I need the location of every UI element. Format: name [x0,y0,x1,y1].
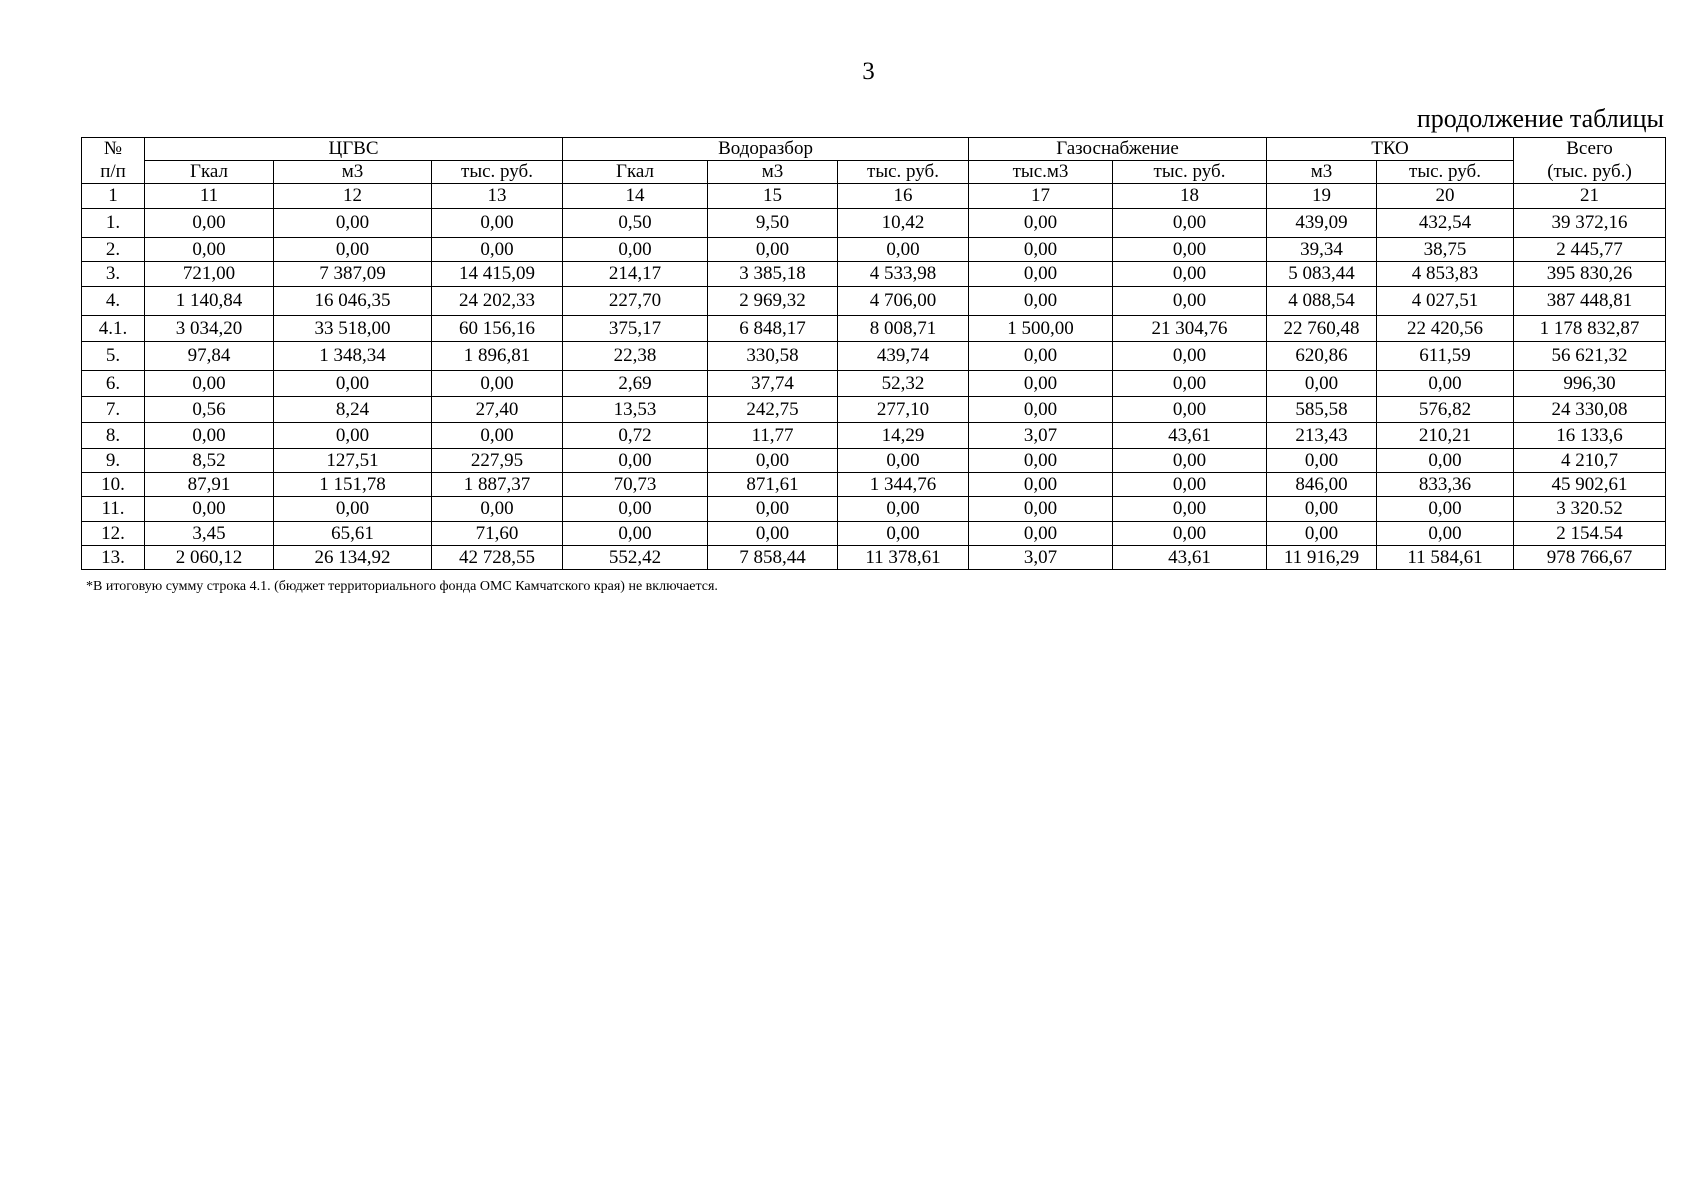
row-number-cell: 13. [82,546,145,570]
table-cell: 1 348,34 [274,342,432,371]
table-cell: 4 027,51 [1377,287,1514,316]
table-cell: 3 320.52 [1514,497,1666,522]
table-cell: 52,32 [838,371,969,397]
table-cell: 0,00 [969,262,1113,287]
table-cell: 0,00 [274,238,432,262]
table-cell: 0,00 [969,342,1113,371]
table-cell: 8,24 [274,397,432,423]
table-cell: 11 378,61 [838,546,969,570]
column-number: 15 [708,184,838,209]
table-cell: 8 008,71 [838,316,969,342]
table-cell: 395 830,26 [1514,262,1666,287]
table-cell: 4 706,00 [838,287,969,316]
table-cell: 0,00 [563,497,708,522]
table-cell: 0,00 [1113,473,1267,497]
table-cell: 432,54 [1377,209,1514,238]
table-cell: 0,00 [708,238,838,262]
table-cell: 0,56 [145,397,274,423]
table-cell: 0,00 [1113,238,1267,262]
header-group-gas: Газоснабжение [969,138,1267,161]
table-cell: 13,53 [563,397,708,423]
table-cell: 70,73 [563,473,708,497]
row-number-cell: 9. [82,449,145,473]
header-unit: м3 [274,161,432,184]
table-cell: 0,00 [969,287,1113,316]
table-cell: 2 445,77 [1514,238,1666,262]
table-cell: 0,00 [145,209,274,238]
row-number-cell: 11. [82,497,145,522]
table-cell: 3 034,20 [145,316,274,342]
table-cell: 22 420,56 [1377,316,1514,342]
table-cell: 6 848,17 [708,316,838,342]
table-row [82,397,1666,423]
table-cell: 611,59 [1377,342,1514,371]
table-cell: 0,00 [1113,287,1267,316]
table-cell: 5 083,44 [1267,262,1377,287]
table-cell: 2 154.54 [1514,522,1666,546]
table-cell: 2 969,32 [708,287,838,316]
table-cell: 8,52 [145,449,274,473]
table-cell: 0,00 [1113,209,1267,238]
table-cell: 33 518,00 [274,316,432,342]
table-cell: 0,00 [708,522,838,546]
table-cell: 16 046,35 [274,287,432,316]
column-number: 20 [1377,184,1514,209]
table-cell: 0,00 [563,522,708,546]
table-cell: 978 766,67 [1514,546,1666,570]
table-cell: 0,00 [1113,262,1267,287]
table-cell: 0,00 [1113,397,1267,423]
table-cell: 0,00 [708,449,838,473]
table-cell: 87,91 [145,473,274,497]
table-cell: 0,00 [969,371,1113,397]
header-group-tko: ТКО [1267,138,1514,161]
table-cell: 127,51 [274,449,432,473]
table-cell: 0,00 [838,238,969,262]
header-group-vodorazbor: Водоразбор [563,138,969,161]
header-unit: тыс. руб. [838,161,969,184]
header-unit: Гкал [145,161,274,184]
table-cell: 277,10 [838,397,969,423]
row-number-cell: 10. [82,473,145,497]
table-row [82,287,1666,316]
table-cell: 0,00 [432,371,563,397]
table-cell: 0,00 [1267,497,1377,522]
column-number: 14 [563,184,708,209]
table-cell: 0,00 [969,397,1113,423]
table-cell: 0,00 [969,238,1113,262]
table-row [82,522,1666,546]
table-cell: 0,00 [1377,497,1514,522]
table-row [82,238,1666,262]
header-unit: тыс. руб. [1113,161,1267,184]
table-cell: 0,00 [1267,449,1377,473]
table-cell: 26 134,92 [274,546,432,570]
table-cell: 0,00 [274,423,432,449]
table-cell: 2 060,12 [145,546,274,570]
row-number-cell: 3. [82,262,145,287]
table-cell: 210,21 [1377,423,1514,449]
table-cell: 0,00 [838,497,969,522]
table-cell: 0,00 [969,473,1113,497]
table-cell: 0,00 [969,449,1113,473]
table-cell: 439,74 [838,342,969,371]
table-cell: 1 896,81 [432,342,563,371]
table-cell: 0,00 [969,209,1113,238]
table-cell: 846,00 [1267,473,1377,497]
table-cell: 4 853,83 [1377,262,1514,287]
table-cell: 227,95 [432,449,563,473]
table-cell: 97,84 [145,342,274,371]
table-cell: 439,09 [1267,209,1377,238]
table-cell: 0,00 [1113,497,1267,522]
table-cell: 0,00 [274,497,432,522]
table-cell: 0,00 [145,423,274,449]
table-cell: 721,00 [145,262,274,287]
table-row [82,371,1666,397]
header-unit: Гкал [563,161,708,184]
table-cell: 0,00 [1377,522,1514,546]
table-cell: 0,00 [563,449,708,473]
header-unit: м3 [708,161,838,184]
table-cell: 4 533,98 [838,262,969,287]
table-cell: 0,50 [563,209,708,238]
table-row [82,342,1666,371]
row-number-cell: 6. [82,371,145,397]
table-cell: 1 178 832,87 [1514,316,1666,342]
table-cell: 1 500,00 [969,316,1113,342]
table-cell: 0,00 [274,371,432,397]
header-unit-row [82,161,1666,184]
header-total-bottom: (тыс. руб.) [1514,161,1666,184]
row-number-cell: 4. [82,287,145,316]
table-cell: 27,40 [432,397,563,423]
column-number: 13 [432,184,563,209]
table-cell: 0,00 [432,209,563,238]
table-cell: 11,77 [708,423,838,449]
table-cell: 0,00 [1113,522,1267,546]
table-cell: 0,00 [1113,371,1267,397]
table-cell: 0,00 [145,371,274,397]
table-cell: 2,69 [563,371,708,397]
header-unit: тыс. руб. [1377,161,1514,184]
header-group-row [82,138,1666,161]
table-row [82,423,1666,449]
row-number-cell: 8. [82,423,145,449]
column-number: 1 [82,184,145,209]
row-number-cell: 12. [82,522,145,546]
table-cell: 0,00 [145,497,274,522]
table-cell: 576,82 [1377,397,1514,423]
header-number-bottom: п/п [82,161,145,184]
column-number: 19 [1267,184,1377,209]
page-number: 3 [862,58,875,85]
table-cell: 11 916,29 [1267,546,1377,570]
table-cell: 65,61 [274,522,432,546]
header-total-top: Всего [1514,138,1666,161]
table-cell: 9,50 [708,209,838,238]
table-cell: 0,00 [432,423,563,449]
column-number: 21 [1514,184,1666,209]
table-cell: 22,38 [563,342,708,371]
column-number: 11 [145,184,274,209]
table-cell: 0,00 [1267,371,1377,397]
column-number: 17 [969,184,1113,209]
table-cell: 56 621,32 [1514,342,1666,371]
table-cell: 0,72 [563,423,708,449]
table-cell: 11 584,61 [1377,546,1514,570]
table-cell: 3,45 [145,522,274,546]
table-cell: 21 304,76 [1113,316,1267,342]
column-number-row [82,184,1666,209]
table-cell: 227,70 [563,287,708,316]
row-number-cell: 1. [82,209,145,238]
data-table [81,137,1666,570]
table-cell: 7 858,44 [708,546,838,570]
table-cell: 37,74 [708,371,838,397]
table-cell: 3,07 [969,423,1113,449]
header-number-top: № [82,138,145,161]
table-cell: 4 088,54 [1267,287,1377,316]
table-cell: 1 140,84 [145,287,274,316]
table-cell: 0,00 [708,497,838,522]
column-number: 18 [1113,184,1267,209]
table-cell: 0,00 [969,497,1113,522]
table-cell: 0,00 [1113,449,1267,473]
table-cell: 10,42 [838,209,969,238]
table-cell: 0,00 [1377,449,1514,473]
table-cell: 0,00 [838,449,969,473]
row-number-cell: 4.1. [82,316,145,342]
table-cell: 43,61 [1113,423,1267,449]
table-cell: 871,61 [708,473,838,497]
table-cell: 0,00 [1267,522,1377,546]
table-cell: 45 902,61 [1514,473,1666,497]
table-cell: 24 202,33 [432,287,563,316]
table-cell: 4 210,7 [1514,449,1666,473]
table-cell: 330,58 [708,342,838,371]
table-row [82,316,1666,342]
table-cell: 39 372,16 [1514,209,1666,238]
table-cell: 24 330,08 [1514,397,1666,423]
table-cell: 0,00 [274,209,432,238]
table-cell: 3 385,18 [708,262,838,287]
table-cell: 0,00 [432,238,563,262]
table-cell: 1 151,78 [274,473,432,497]
table-cell: 7 387,09 [274,262,432,287]
table-cell: 71,60 [432,522,563,546]
table-row [82,497,1666,522]
table-cell: 60 156,16 [432,316,563,342]
table-cell: 375,17 [563,316,708,342]
column-number: 16 [838,184,969,209]
table-cell: 42 728,55 [432,546,563,570]
column-number: 12 [274,184,432,209]
table-row [82,546,1666,570]
table-cell: 996,30 [1514,371,1666,397]
row-number-cell: 5. [82,342,145,371]
table-cell: 833,36 [1377,473,1514,497]
table-cell: 0,00 [1113,342,1267,371]
table-cell: 0,00 [145,238,274,262]
header-group-cgvs: ЦГВС [145,138,563,161]
table-cell: 620,86 [1267,342,1377,371]
table-cell: 22 760,48 [1267,316,1377,342]
header-unit: тыс. руб. [432,161,563,184]
table-cell: 1 344,76 [838,473,969,497]
table-row [82,473,1666,497]
table-cell: 0,00 [1377,371,1514,397]
table-cell: 242,75 [708,397,838,423]
table-cell: 214,17 [563,262,708,287]
header-unit: м3 [1267,161,1377,184]
table-cell: 585,58 [1267,397,1377,423]
row-number-cell: 7. [82,397,145,423]
table-cell: 16 133,6 [1514,423,1666,449]
table-cell: 39,34 [1267,238,1377,262]
table-cell: 387 448,81 [1514,287,1666,316]
table-cell: 38,75 [1377,238,1514,262]
table-cell: 0,00 [838,522,969,546]
table-cell: 552,42 [563,546,708,570]
table-cell: 3,07 [969,546,1113,570]
table-cell: 14,29 [838,423,969,449]
table-row [82,209,1666,238]
continuation-label: продолжение таблицы [1416,104,1664,133]
table-cell: 0,00 [432,497,563,522]
header-unit: тыс.м3 [969,161,1113,184]
row-number-cell: 2. [82,238,145,262]
table-cell: 43,61 [1113,546,1267,570]
table-cell: 14 415,09 [432,262,563,287]
table-row [82,449,1666,473]
table-cell: 213,43 [1267,423,1377,449]
table-cell: 1 887,37 [432,473,563,497]
table-row [82,262,1666,287]
table-cell: 0,00 [563,238,708,262]
footnote: *В итоговую сумму строка 4.1. (бюджет территориального фонда ОМС Камчатского края) не включается. [86,579,718,594]
table-cell: 0,00 [969,522,1113,546]
